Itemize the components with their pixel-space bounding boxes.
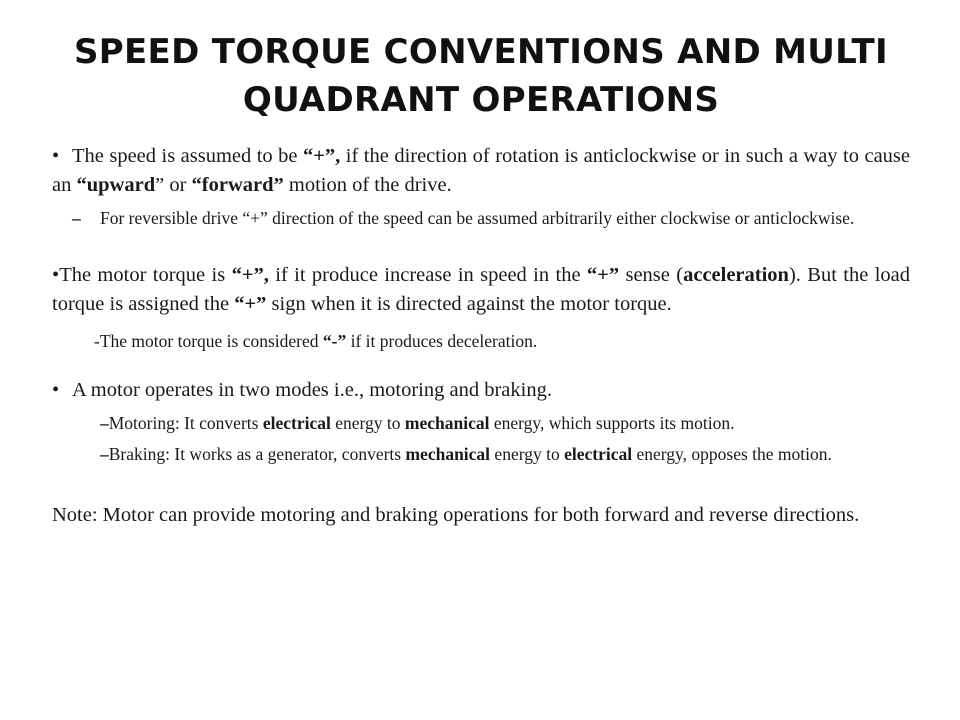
emphasis-text: “+”,: [231, 264, 269, 286]
text-run: Braking: It works as a generator, converts: [108, 444, 406, 464]
text-run: energy, opposes the motion.: [632, 444, 832, 464]
text-run: For reversible drive “+” direction of the speed can be assumed arbitrarily either clockwise or anticlockwise.: [100, 208, 855, 228]
emphasis-text: mechanical: [404, 413, 490, 433]
bullet-icon: •: [52, 145, 60, 167]
text-run: if the direction of rotation is anticlockwise or in such a way to cause an: [52, 145, 910, 196]
emphasis-text: acceleration: [683, 264, 789, 286]
dash-icon: –: [72, 208, 81, 228]
emphasis-text: electrical: [564, 444, 633, 464]
text-run: if it produce increase in speed in the: [268, 264, 587, 286]
motoring-subpoint: [52, 411, 910, 436]
text-run: -The motor torque is considered: [94, 331, 323, 351]
text-run: motion of the drive.: [283, 174, 452, 196]
text-run: energy to: [330, 413, 405, 433]
dash-icon: –: [100, 413, 109, 433]
emphasis-text: electrical: [262, 413, 331, 433]
bullet-icon: •: [52, 379, 60, 401]
slide-title: [52, 0, 910, 124]
text-run: sense (: [619, 264, 684, 286]
braking-subpoint: [52, 442, 910, 467]
text-run: The speed is assumed to be: [72, 145, 303, 167]
slide-content: [52, 142, 910, 530]
text-run: if it produces deceleration.: [346, 331, 538, 351]
emphasis-text: mechanical: [405, 444, 491, 464]
text-run: energy, which supports its motion.: [489, 413, 735, 433]
speed-convention-bullet: [52, 142, 910, 200]
text-run: The motor torque is: [59, 264, 232, 286]
reversible-drive-subpoint: [52, 206, 910, 231]
text-run: energy to: [490, 444, 565, 464]
emphasis-text: “+”,: [303, 145, 341, 167]
emphasis-text: “+”: [586, 264, 620, 286]
text-run: sign when it is directed against the motor torque.: [266, 293, 672, 315]
emphasis-text: “upward: [76, 174, 156, 196]
text-run: Motoring: It converts: [108, 413, 263, 433]
emphasis-text: “+”: [234, 293, 267, 315]
emphasis-text: “-”: [322, 331, 347, 351]
dash-icon: –: [100, 444, 109, 464]
text-run: ” or: [155, 174, 192, 196]
operating-modes-bullet: [52, 376, 910, 405]
title-line-2: QUADRANT OPERATIONS: [242, 80, 720, 120]
emphasis-text: “forward”: [191, 174, 284, 196]
text-run: A motor operates in two modes i.e., motoring and braking.: [72, 379, 552, 401]
note-paragraph: Note: Motor can provide motoring and braking operations for both forward and reverse directions.: [52, 504, 860, 526]
bullet-icon: •: [52, 264, 60, 286]
torque-convention-bullet: [52, 261, 910, 319]
text-run: ). But the load torque is assigned the: [52, 264, 910, 315]
title-line-1: SPEED TORQUE CONVENTIONS AND MULTI: [74, 32, 888, 72]
deceleration-subpoint: [52, 329, 910, 354]
